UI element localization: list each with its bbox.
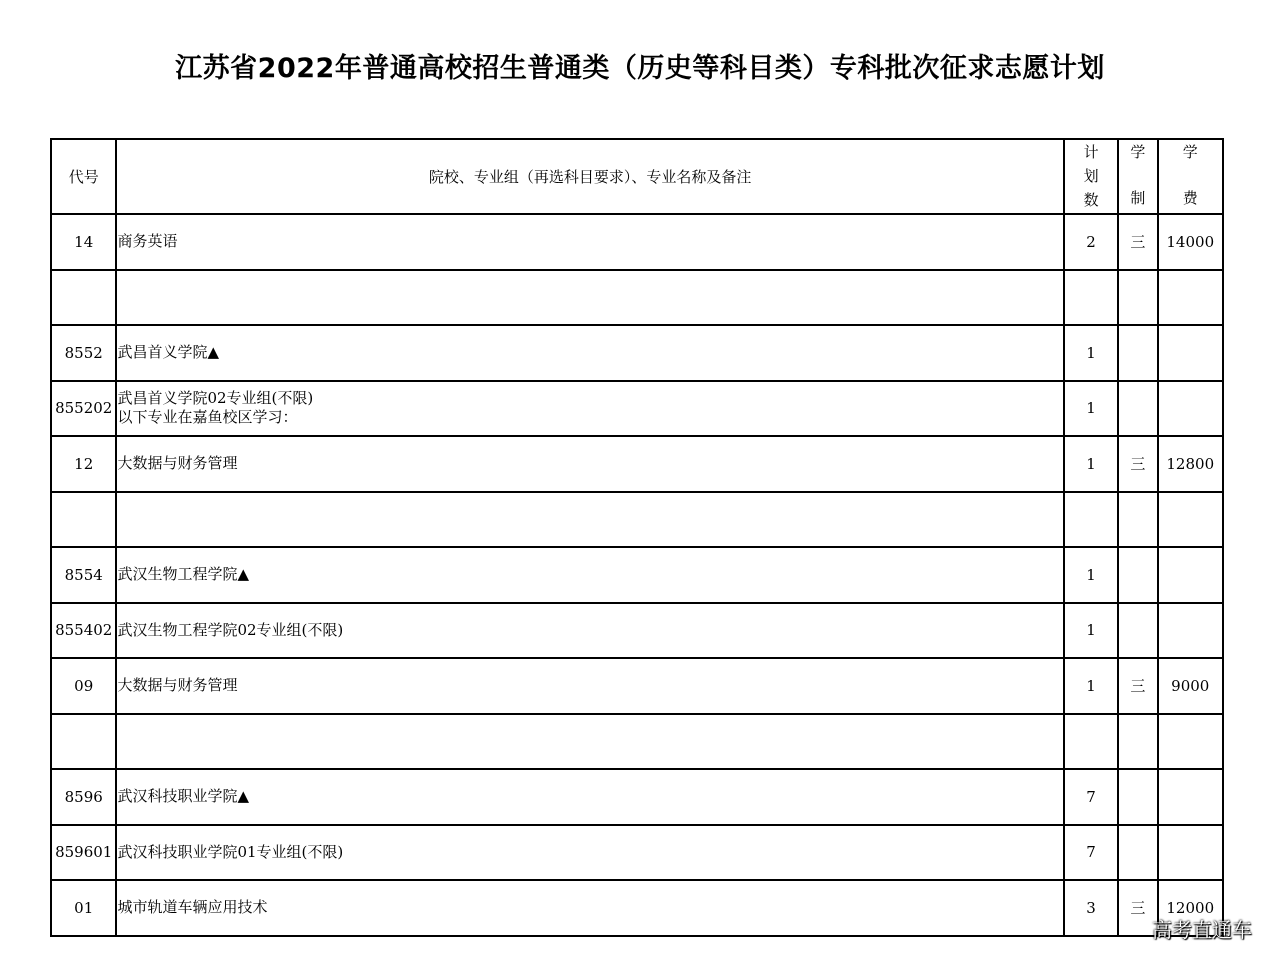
cell-years [1118,769,1157,825]
cell-years [1118,270,1157,326]
cell-name [116,270,1063,326]
cell-name [116,880,1063,936]
cell-code: 8554 [51,547,116,603]
cell-name-line: 武汉生物工程学院02专业组(不限) [117,620,344,639]
cell-code [51,270,116,326]
cell-years [1118,381,1157,437]
cell-years [1118,714,1157,770]
header-plan-char-3: 数 [1083,191,1099,209]
cell-name [116,825,1063,881]
cell-name [116,603,1063,659]
cell-fee: 12800 [1158,436,1223,492]
page-title: 江苏省2022年普通高校招生普通类（历史等科目类）专科批次征求志愿计划 [175,53,1105,84]
cell-name-line: 武昌首义学院▲ [117,343,219,362]
header-years-char-2: 制 [1130,189,1146,207]
cell-plan-count: 1 [1064,436,1118,492]
cell-code: 14 [51,214,116,270]
table-row [51,603,1223,659]
cell-plan-count [1064,714,1118,770]
cell-name [116,769,1063,825]
cell-fee [1158,603,1223,659]
cell-years [1118,492,1157,548]
cell-plan-count: 1 [1064,603,1118,659]
cell-code: 01 [51,880,116,936]
cell-fee [1158,547,1223,603]
cell-plan-count: 2 [1064,214,1118,270]
table-row [51,381,1223,437]
cell-name-line: 城市轨道车辆应用技术 [117,898,268,917]
cell-name [116,214,1063,270]
enrollment-plan-table [50,138,1224,937]
cell-code [51,714,116,770]
cell-code [51,492,116,548]
table-row [51,769,1223,825]
cell-plan-count: 7 [1064,769,1118,825]
cell-years [1118,603,1157,659]
table-header-row [51,139,1223,214]
table-row [51,880,1223,936]
cell-code: 12 [51,436,116,492]
header-plan [1064,139,1118,214]
header-years [1118,139,1157,214]
table-body [51,214,1223,936]
cell-name-line: 以下专业在嘉鱼校区学习： [117,408,298,427]
table-row [51,658,1223,714]
cell-fee [1158,492,1223,548]
header-plan-char-2: 划 [1083,167,1099,185]
cell-fee: 14000 [1158,214,1223,270]
cell-plan-count: 1 [1064,547,1118,603]
cell-name [116,436,1063,492]
table-row [51,547,1223,603]
cell-name [116,658,1063,714]
cell-code: 09 [51,658,116,714]
cell-years [1118,825,1157,881]
header-years-char-1: 学 [1130,143,1146,161]
cell-name-line: 武汉生物工程学院▲ [117,565,249,584]
cell-plan-count: 1 [1064,325,1118,381]
cell-fee: 9000 [1158,658,1223,714]
watermark: 高考直通车 [1152,918,1252,942]
cell-name [116,325,1063,381]
cell-fee [1158,325,1223,381]
table-row [51,270,1223,326]
cell-name-line: 武汉科技职业学院▲ [117,787,249,806]
cell-years: 三 [1118,658,1157,714]
cell-years [1118,325,1157,381]
cell-fee [1158,270,1223,326]
table-row [51,436,1223,492]
cell-name-line: 武汉科技职业学院01专业组(不限) [117,842,344,861]
table-row [51,325,1223,381]
cell-name [116,714,1063,770]
table-row [51,214,1223,270]
cell-fee [1158,381,1223,437]
table-row [51,492,1223,548]
header-fee-char-2: 费 [1182,189,1198,207]
header-fee-char-1: 学 [1182,143,1198,161]
header-name: 院校、专业组（再选科目要求）、专业名称及备注 [116,139,1063,214]
cell-fee [1158,825,1223,881]
header-code: 代号 [51,139,116,214]
cell-years: 三 [1118,214,1157,270]
cell-plan-count: 1 [1064,658,1118,714]
cell-code: 859601 [51,825,116,881]
cell-plan-count: 7 [1064,825,1118,881]
cell-years: 三 [1118,436,1157,492]
cell-plan-count [1064,492,1118,548]
cell-code: 855202 [51,381,116,437]
cell-name [116,492,1063,548]
header-fee [1158,139,1223,214]
cell-name [116,381,1063,437]
cell-name-line: 商务英语 [117,232,178,251]
cell-plan-count: 3 [1064,880,1118,936]
cell-name-line: 大数据与财务管理 [117,454,238,473]
cell-years: 三 [1118,880,1157,936]
table-row [51,714,1223,770]
cell-code: 855402 [51,603,116,659]
cell-years [1118,547,1157,603]
cell-name-line: 武昌首义学院02专业组(不限) [117,389,314,408]
cell-plan-count: 1 [1064,381,1118,437]
cell-code: 8552 [51,325,116,381]
cell-fee [1158,769,1223,825]
cell-plan-count [1064,270,1118,326]
table-row [51,825,1223,881]
cell-name [116,547,1063,603]
header-plan-char-1: 计 [1083,143,1099,161]
cell-fee [1158,714,1223,770]
cell-name-line: 大数据与财务管理 [117,676,238,695]
cell-fee: 12000 [1158,880,1223,936]
cell-code: 8596 [51,769,116,825]
